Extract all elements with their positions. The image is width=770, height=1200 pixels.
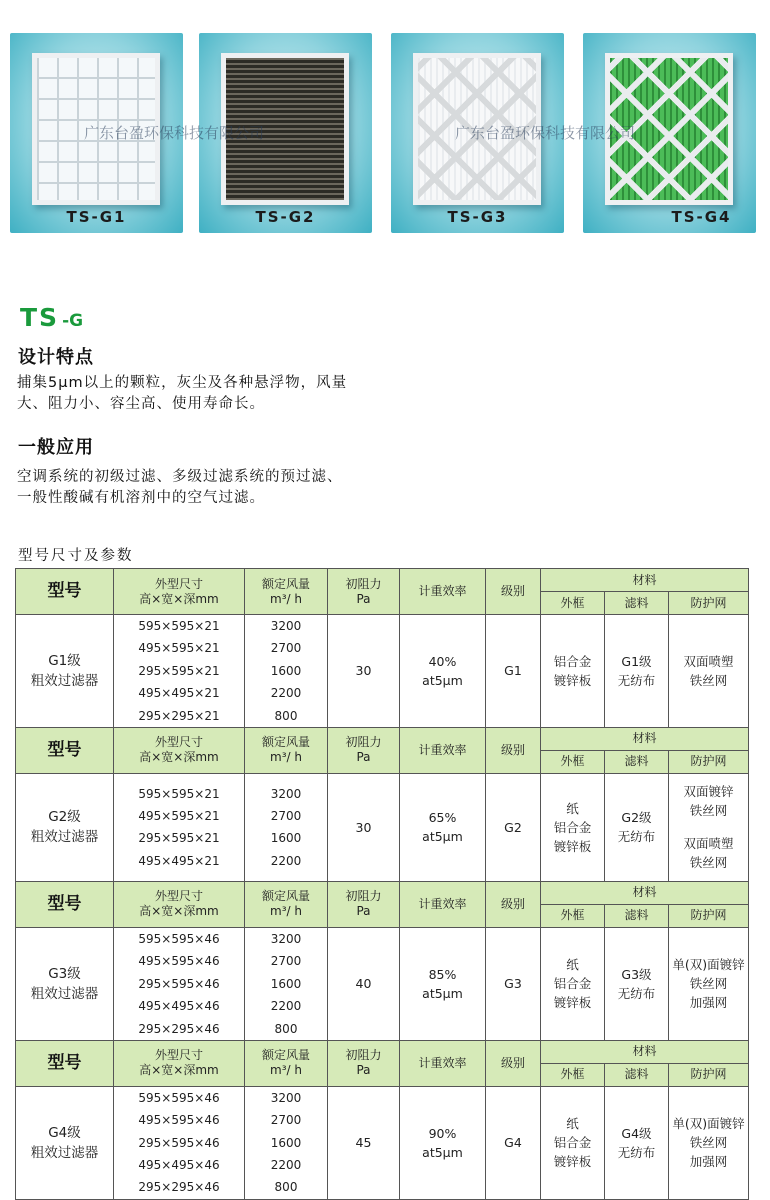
- header-frame: 外框: [541, 1063, 605, 1086]
- header-resistance-line2: Pa: [356, 750, 371, 765]
- media-value: 无纺布: [617, 985, 656, 1001]
- application-line: 空调系统的初级过滤、多级过滤系统的预过滤、: [17, 469, 343, 485]
- airflow-value: 800: [274, 1021, 298, 1036]
- airflow-value: 1600: [270, 976, 302, 991]
- frame-value: 铝合金: [553, 976, 592, 992]
- airflow-value: 3200: [270, 786, 302, 801]
- model-name-line2: 粗效过滤器: [30, 829, 99, 846]
- size-value: 595×595×46: [138, 1090, 220, 1105]
- header-size-line1: 外型尺寸: [154, 576, 203, 591]
- model-name: [16, 773, 114, 881]
- spec-table: [15, 568, 749, 1200]
- guard-value: 单(双)面镀锌: [672, 957, 745, 973]
- airflow-value: 2700: [270, 641, 302, 656]
- size-value: 595×595×21: [138, 619, 220, 633]
- header-guard: 防护网: [669, 750, 749, 773]
- media-value: 无纺布: [617, 829, 656, 845]
- media-cell: [605, 773, 669, 881]
- efficiency-value: [400, 773, 486, 881]
- airflow-value: 1600: [270, 1135, 302, 1150]
- header-airflow-line2: m³/ h: [270, 904, 302, 919]
- guard-cell: [669, 1086, 749, 1199]
- media-value: G3级: [621, 966, 652, 982]
- efficiency-line1: 90%: [428, 1125, 457, 1141]
- guard-value: 铁丝网: [689, 803, 728, 819]
- efficiency-line1: 65%: [428, 810, 457, 826]
- header-size-line2: 高×宽×深mm: [139, 904, 219, 919]
- header-resistance-line2: Pa: [356, 591, 371, 606]
- header-model: 型号: [16, 569, 114, 615]
- design-line: 大、阻力小、容尘高、使用寿命长。: [17, 396, 265, 412]
- header-frame: 外框: [541, 592, 605, 615]
- header-material: 材料: [541, 1040, 749, 1063]
- size-value: 295×295×46: [138, 1180, 220, 1195]
- group-header-row: [16, 727, 749, 750]
- size-value: 495×595×46: [138, 1113, 220, 1128]
- header-airflow: [245, 727, 328, 773]
- media-cell: [605, 1086, 669, 1199]
- header-model: 型号: [16, 1040, 114, 1086]
- size-list: [114, 927, 245, 1040]
- media-value: G1级: [621, 653, 652, 669]
- spec-table-caption: 型号尺寸及参数: [18, 548, 134, 564]
- efficiency-value: [400, 615, 486, 728]
- header-model: 型号: [16, 727, 114, 773]
- header-resistance-line1: 初阻力: [345, 576, 382, 591]
- efficiency-line2: at5μm: [422, 985, 463, 1001]
- design-features-heading: 设计特点: [18, 347, 94, 368]
- header-resistance-line2: Pa: [356, 904, 371, 919]
- media-value: 无纺布: [617, 672, 656, 688]
- header-size-line1: 外型尺寸: [154, 889, 203, 904]
- header-material: 材料: [541, 727, 749, 750]
- frame-cell: [541, 615, 605, 728]
- size-value: 495×495×46: [138, 999, 220, 1014]
- media-value: G4级: [621, 1125, 652, 1141]
- frame-value: 镀锌板: [553, 995, 592, 1011]
- resistance-value: 40: [328, 927, 400, 1040]
- model-name-line2: 粗效过滤器: [30, 672, 99, 689]
- size-value: 595×595×46: [138, 931, 220, 946]
- frame-value: 铝合金: [553, 1135, 592, 1151]
- header-efficiency: 计重效率: [400, 881, 486, 927]
- model-name: [16, 927, 114, 1040]
- frame-value: 铝合金: [553, 819, 592, 835]
- airflow-value: 3200: [270, 931, 302, 946]
- header-frame: 外框: [541, 750, 605, 773]
- size-value: 295×595×21: [138, 663, 220, 678]
- guard-value: 铁丝网: [689, 976, 728, 992]
- header-size: [114, 1040, 245, 1086]
- header-airflow: [245, 881, 328, 927]
- group-header-row: [16, 881, 749, 904]
- size-value: 295×295×21: [138, 708, 220, 723]
- airflow-value: 800: [274, 1180, 298, 1195]
- header-size-line2: 高×宽×深mm: [139, 591, 219, 606]
- model-name: [16, 615, 114, 728]
- media-value: G2级: [621, 810, 652, 826]
- header-media: 滤料: [605, 904, 669, 927]
- model-name-line1: G3级: [48, 965, 81, 982]
- frame-value: 镀锌板: [553, 1154, 592, 1170]
- guard-value: 加强网: [689, 1154, 728, 1170]
- size-value: 495×595×21: [138, 641, 220, 656]
- header-media: 滤料: [605, 1063, 669, 1086]
- header-efficiency: 计重效率: [400, 1040, 486, 1086]
- header-size-line2: 高×宽×深mm: [139, 750, 219, 765]
- header-media: 滤料: [605, 750, 669, 773]
- efficiency-line2: at5μm: [422, 1144, 463, 1160]
- efficiency-line1: 40%: [428, 653, 457, 669]
- airflow-value: 2700: [270, 809, 302, 824]
- airflow-value: 3200: [270, 1090, 302, 1105]
- model-name-line1: G4级: [48, 1124, 81, 1141]
- header-efficiency: 计重效率: [400, 727, 486, 773]
- efficiency-value: [400, 927, 486, 1040]
- model-name-line1: G2级: [48, 809, 81, 826]
- guard-value: 双面喷塑: [683, 836, 734, 852]
- resistance-value: 30: [328, 773, 400, 881]
- application-heading: 一般应用: [18, 437, 94, 458]
- header-frame: 外框: [541, 904, 605, 927]
- airflow-value: 3200: [270, 619, 302, 633]
- group-header-row: [16, 1040, 749, 1063]
- header-guard: 防护网: [669, 904, 749, 927]
- airflow-value: 2200: [270, 999, 302, 1014]
- size-value: 495×595×21: [138, 809, 220, 824]
- header-resistance: [328, 569, 400, 615]
- airflow-value: 2200: [270, 686, 302, 701]
- size-value: 495×495×21: [138, 853, 220, 868]
- guard-value: 双面镀锌: [683, 784, 734, 800]
- frame-cell: [541, 927, 605, 1040]
- header-guard: 防护网: [669, 1063, 749, 1086]
- header-guard: 防护网: [669, 592, 749, 615]
- frame-value: 镀锌板: [553, 672, 592, 688]
- grade-value: G2: [486, 773, 541, 881]
- header-airflow-line2: m³/ h: [270, 750, 302, 765]
- header-airflow-line1: 额定风量: [261, 1048, 310, 1063]
- guard-value: 铁丝网: [689, 855, 728, 871]
- header-resistance-line1: 初阻力: [345, 1048, 382, 1063]
- header-resistance-line1: 初阻力: [345, 735, 382, 750]
- grade-value: G4: [486, 1086, 541, 1199]
- efficiency-line1: 85%: [428, 966, 457, 982]
- header-airflow-line1: 额定风量: [261, 889, 310, 904]
- size-value: 295×295×46: [138, 1021, 220, 1036]
- group-data-row: [16, 1086, 749, 1199]
- group-data-row: [16, 773, 749, 881]
- header-resistance: [328, 727, 400, 773]
- photo-caption-g3: TS-G3: [447, 208, 508, 226]
- design-line: 捕集5μm以上的颗粒，灰尘及各种悬浮物，风量: [17, 375, 348, 391]
- resistance-value: 45: [328, 1086, 400, 1199]
- frame-cell: [541, 1086, 605, 1199]
- size-list: [114, 773, 245, 881]
- header-material: 材料: [541, 569, 749, 592]
- header-media: 滤料: [605, 592, 669, 615]
- guard-value: 铁丝网: [689, 1135, 728, 1151]
- size-value: 295×595×21: [138, 831, 220, 846]
- efficiency-line2: at5μm: [422, 829, 463, 845]
- grade-value: G1: [486, 615, 541, 728]
- size-list: [114, 615, 245, 728]
- watermark-text: 广东台盈环保科技有限公司: [455, 124, 636, 142]
- size-value: 295×595×46: [138, 1135, 220, 1150]
- series-title: [20, 303, 83, 332]
- airflow-value: 2200: [270, 853, 302, 868]
- header-resistance: [328, 881, 400, 927]
- group-header-row: [16, 569, 749, 592]
- header-size: [114, 727, 245, 773]
- frame-cell: [541, 773, 605, 881]
- media-value: 无纺布: [617, 1144, 656, 1160]
- guard-value: 双面喷塑: [683, 653, 734, 669]
- airflow-value: 800: [274, 708, 298, 723]
- grade-value: G3: [486, 927, 541, 1040]
- application-line: 一般性酸碱有机溶剂中的空气过滤。: [17, 490, 265, 506]
- header-grade: 级别: [486, 1040, 541, 1086]
- header-efficiency: 计重效率: [400, 569, 486, 615]
- media-cell: [605, 615, 669, 728]
- frame-value: 纸: [566, 1116, 579, 1132]
- efficiency-line2: at5μm: [422, 672, 463, 688]
- efficiency-value: [400, 1086, 486, 1199]
- design-features-text: [17, 373, 447, 415]
- header-resistance-line1: 初阻力: [345, 889, 382, 904]
- frame-value: 镀锌板: [553, 838, 592, 854]
- size-value: 295×595×46: [138, 976, 220, 991]
- size-list: [114, 1086, 245, 1199]
- series-title-sub: -G: [62, 311, 84, 331]
- model-name: [16, 1086, 114, 1199]
- header-grade: 级别: [486, 881, 541, 927]
- guard-cell: [669, 927, 749, 1040]
- airflow-value: 1600: [270, 831, 302, 846]
- header-airflow: [245, 569, 328, 615]
- header-airflow: [245, 1040, 328, 1086]
- header-resistance: [328, 1040, 400, 1086]
- airflow-list: [245, 927, 328, 1040]
- header-resistance-line2: Pa: [356, 1063, 371, 1078]
- header-airflow-line2: m³/ h: [270, 591, 302, 606]
- size-value: 495×495×46: [138, 1158, 220, 1173]
- header-size-line1: 外型尺寸: [154, 735, 203, 750]
- group-data-row: [16, 615, 749, 728]
- model-name-line2: 粗效过滤器: [30, 1144, 99, 1161]
- guard-cell: [669, 773, 749, 881]
- airflow-value: 2700: [270, 954, 302, 969]
- header-grade: 级别: [486, 727, 541, 773]
- model-name-line1: G1级: [48, 652, 81, 669]
- guard-cell: [669, 615, 749, 728]
- application-text: [17, 467, 447, 509]
- header-airflow-line1: 额定风量: [261, 576, 310, 591]
- airflow-list: [245, 1086, 328, 1199]
- size-value: 495×595×46: [138, 954, 220, 969]
- model-name-line2: 粗效过滤器: [30, 985, 99, 1002]
- frame-value: 铝合金: [553, 653, 592, 669]
- header-grade: 级别: [486, 569, 541, 615]
- airflow-value: 2700: [270, 1113, 302, 1128]
- frame-value: 纸: [566, 800, 579, 816]
- frame-value: 纸: [566, 957, 579, 973]
- airflow-value: 2200: [270, 1158, 302, 1173]
- group-data-row: [16, 927, 749, 1040]
- header-material: 材料: [541, 881, 749, 904]
- header-airflow-line2: m³/ h: [270, 1063, 302, 1078]
- guard-value: 单(双)面镀锌: [672, 1116, 745, 1132]
- guard-value: 加强网: [689, 995, 728, 1011]
- photo-caption-g1: TS-G1: [66, 208, 127, 226]
- header-size-line1: 外型尺寸: [154, 1048, 203, 1063]
- airflow-list: [245, 773, 328, 881]
- photo-caption-g4: TS-G4: [671, 208, 732, 226]
- header-airflow-line1: 额定风量: [261, 735, 310, 750]
- series-title-main: TS: [20, 303, 60, 332]
- photo-caption-g2: TS-G2: [255, 208, 316, 226]
- header-model: 型号: [16, 881, 114, 927]
- header-size: [114, 881, 245, 927]
- resistance-value: 30: [328, 615, 400, 728]
- airflow-value: 1600: [270, 663, 302, 678]
- header-size-line2: 高×宽×深mm: [139, 1063, 219, 1078]
- header-size: [114, 569, 245, 615]
- media-cell: [605, 927, 669, 1040]
- size-value: 495×495×21: [138, 686, 220, 701]
- watermark-text: 广东台盈环保科技有限公司: [84, 124, 265, 142]
- airflow-list: [245, 615, 328, 728]
- guard-value: 铁丝网: [689, 672, 728, 688]
- size-value: 595×595×21: [138, 786, 220, 801]
